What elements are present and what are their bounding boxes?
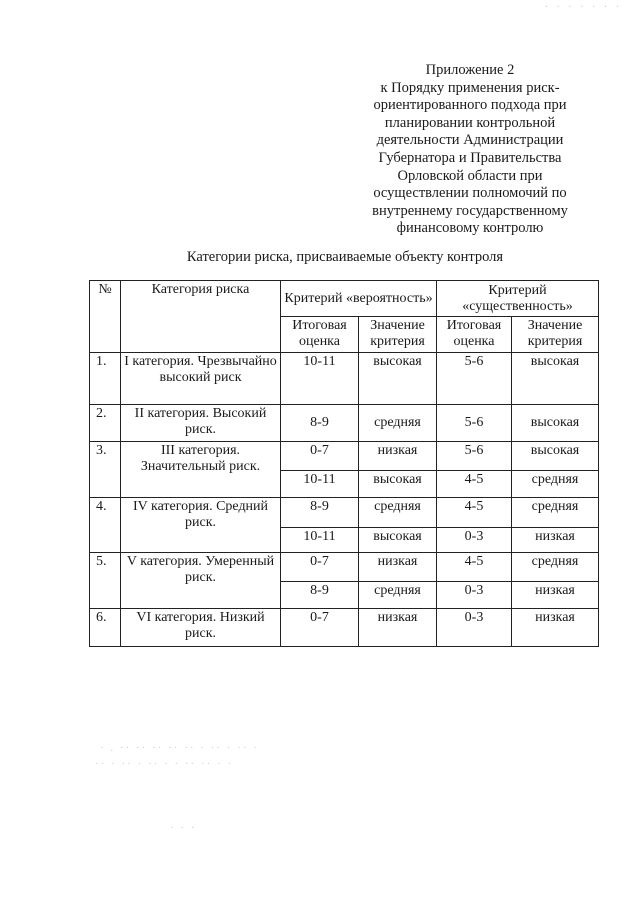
probability-value: высокая [359, 353, 437, 405]
header-num: № [90, 281, 121, 353]
significance-score: 0-3 [437, 528, 512, 553]
probability-score: 0-7 [281, 553, 359, 582]
probability-score: 10-11 [281, 353, 359, 405]
probability-value: средняя [359, 498, 437, 528]
scan-noise: · · · [170, 822, 197, 834]
probability-value: средняя [359, 405, 437, 442]
appendix-line: внутреннему государственному [372, 202, 568, 219]
significance-score: 0-3 [437, 582, 512, 609]
probability-value: высокая [359, 471, 437, 498]
probability-score: 0-7 [281, 609, 359, 647]
risk-category: IV категория. Средний риск. [121, 498, 281, 553]
significance-value: высокая [512, 353, 599, 405]
appendix-line: Приложение 2 [425, 62, 515, 78]
significance-value: низкая [512, 528, 599, 553]
significance-value: средняя [512, 553, 599, 582]
probability-score: 8-9 [281, 582, 359, 609]
significance-score: 4-5 [437, 553, 512, 582]
probability-score: 10-11 [281, 528, 359, 553]
significance-value: высокая [512, 405, 599, 442]
significance-score: 5-6 [437, 442, 512, 471]
probability-value: низкая [359, 442, 437, 471]
probability-value: средняя [359, 582, 437, 609]
row-number: 4. [90, 498, 121, 553]
appendix-line: Орловской области при [397, 167, 543, 184]
header-score: Итоговая оценка [437, 317, 512, 353]
risk-category: II категория. Высокий риск. [121, 405, 281, 442]
significance-value: высокая [512, 442, 599, 471]
table-row [90, 553, 599, 582]
appendix-line: финансовому контролю [396, 220, 544, 237]
row-number: 1. [90, 353, 121, 405]
probability-score: 8-9 [281, 405, 359, 442]
table-row [90, 609, 599, 647]
risk-category-table [89, 280, 599, 647]
table-header-row [90, 281, 599, 317]
probability-score: 0-7 [281, 442, 359, 471]
significance-score: 4-5 [437, 498, 512, 528]
risk-category: VI категория. Низкий риск. [121, 609, 281, 647]
significance-value: средняя [512, 471, 599, 498]
significance-score: 4-5 [437, 471, 512, 498]
header-score: Итоговая оценка [281, 317, 359, 353]
appendix-line: осуществлении полномочий по [373, 185, 567, 202]
risk-category: V категория. Умеренный риск. [121, 553, 281, 609]
probability-value: низкая [359, 609, 437, 647]
header-value: Значение критерия [359, 317, 437, 353]
appendix-header [350, 62, 590, 238]
significance-value: низкая [512, 582, 599, 609]
scan-corner-mark: · · · · · · · [544, 2, 622, 13]
table-row [90, 405, 599, 442]
probability-score: 8-9 [281, 498, 359, 528]
row-number: 3. [90, 442, 121, 498]
probability-value: низкая [359, 553, 437, 582]
probability-value: высокая [359, 528, 437, 553]
significance-value: средняя [512, 498, 599, 528]
row-number: 6. [90, 609, 121, 647]
header-criterion-significance: Критерий «существенность» [437, 281, 599, 317]
header-criterion-probability: Критерий «вероятность» [281, 281, 437, 317]
significance-score: 5-6 [437, 353, 512, 405]
appendix-line: ориентированного подхода при [373, 97, 567, 114]
appendix-line: Губернатора и Правительства [378, 149, 562, 166]
header-value: Значение критерия [512, 317, 599, 353]
probability-score: 10-11 [281, 471, 359, 498]
appendix-line: к Порядку применения риск- [380, 79, 560, 96]
row-number: 5. [90, 553, 121, 609]
significance-score: 5-6 [437, 405, 512, 442]
scan-noise: ·· · ·· · ·· · · ·· ·· · · [95, 758, 234, 770]
scan-noise: · . ·· ·· ·· ·· ·· · ·· · ·· · [100, 742, 259, 754]
row-number: 2. [90, 405, 121, 442]
table-row [90, 498, 599, 528]
table-row [90, 442, 599, 471]
risk-category: I категория. Чрезвычайно высокий риск [121, 353, 281, 405]
header-category: Категория риска [121, 281, 281, 353]
table-row [90, 353, 599, 405]
risk-category: III категория. Значительный риск. [121, 442, 281, 498]
table-title: Категории риска, присваиваемые объекту контроля [186, 249, 504, 265]
appendix-line: планировании контрольной [384, 114, 556, 131]
significance-value: низкая [512, 609, 599, 647]
significance-score: 0-3 [437, 609, 512, 647]
appendix-line: деятельности Администрации [376, 132, 564, 149]
